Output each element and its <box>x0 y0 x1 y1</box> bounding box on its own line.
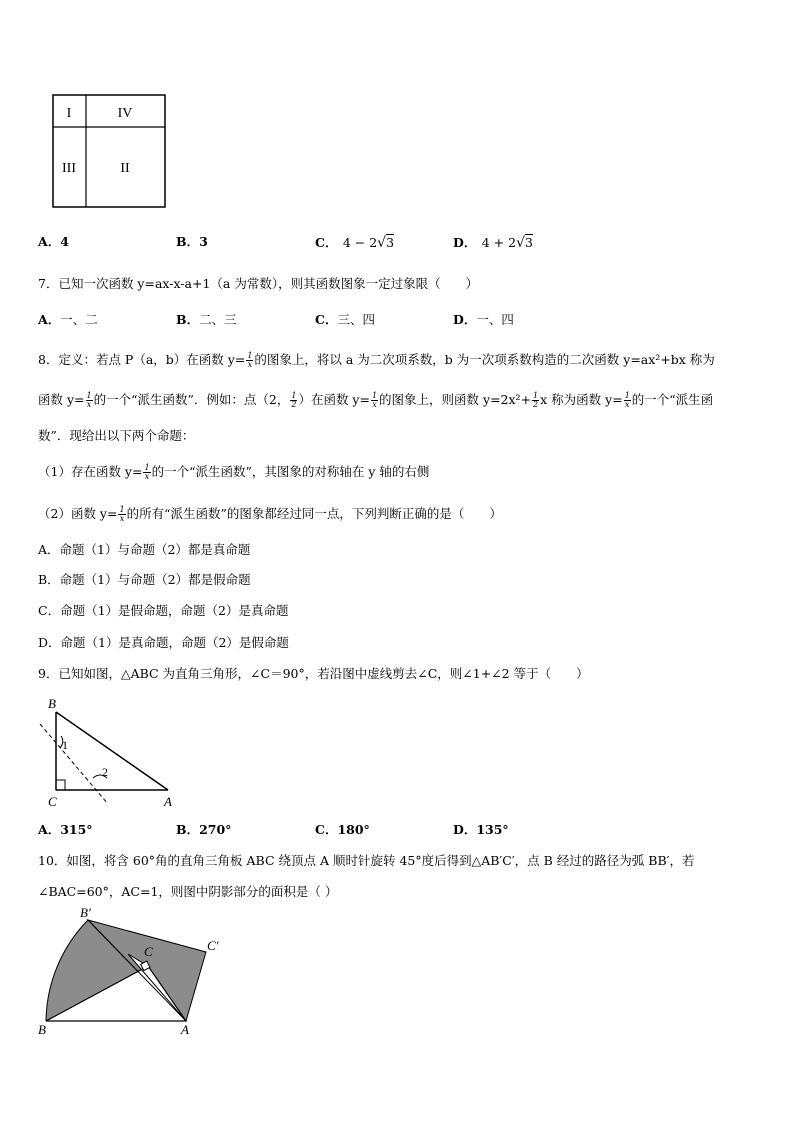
q9-option-b[interactable]: B．270° <box>176 822 232 837</box>
math-expression: 4 − 2√3 <box>342 235 395 251</box>
quadrant-table-svg <box>52 94 167 210</box>
label-C: C <box>48 794 57 809</box>
q7-option-b[interactable]: B．二、三 <box>176 312 237 327</box>
q6-option-a[interactable] <box>38 236 69 249</box>
option-letter: A． <box>38 234 61 249</box>
q9-stem: 9．已知如图，△ABC 为直角三角形，∠C＝90°，若沿图中虚线剪去∠C，则∠1+∠2 等于（ ） <box>38 666 589 681</box>
q8-proposition-1: （1）存在函数 y= $\frac{1}{x}$ 的一个“派生函数”，其图象的对称轴在 y 轴的右侧 <box>38 463 430 481</box>
cell-IV: IV <box>117 106 133 121</box>
label-angle-1: 1 <box>62 738 68 752</box>
q7-option-c[interactable]: C．三、四 <box>315 312 375 327</box>
label-C-prime: C′ <box>207 938 219 953</box>
cell-III: III <box>62 161 76 176</box>
q8-line-2: 函数 y= $\frac{1}{x}$ 的一个“派生函数”．例如：点（2， $\frac{1}{2}$ ）在函数 y= $\frac{1}{x}$ 的图象上，则函数 y=2x²+ $\frac{1}{2}$ x 称为函数 y= $\frac{1}{x}$ 的一个“派生函 <box>38 391 714 409</box>
q9-triangle-svg <box>38 694 188 810</box>
q8-line-1: 8．定义：若点 P（a，b）在函数 y= $\frac{1}{x}$ 的图象上，将以 a 为二次项系数，b 为一次项系数构造的二次函数 y=ax²+bx 称为 <box>38 351 715 369</box>
q8-option-c[interactable]: C．命题（1）是假命题，命题（2）是真命题 <box>38 603 289 618</box>
q10-line-1: 10．如图，将含 60°角的直角三角板 ABC 绕顶点 A 顺时针旋转 45°度后得到△AB′C′，点 B 经过的路径为弧 BB′，若 <box>38 853 695 868</box>
label-B: B <box>48 696 56 711</box>
label-C: C <box>144 944 153 959</box>
q8-option-b[interactable]: B．命题（1）与命题（2）都是假命题 <box>38 572 251 587</box>
option-text: 4 <box>60 234 69 249</box>
option-letter: B． <box>176 234 200 249</box>
option-text: 3 <box>199 234 208 249</box>
q6-option-d[interactable] <box>453 236 533 250</box>
q10-line-2: ∠BAC=60°，AC=1，则图中阴影部分的面积是（ ） <box>38 884 338 899</box>
q8-option-a[interactable]: A．命题（1）与命题（2）都是真命题 <box>38 542 251 557</box>
cell-II: II <box>120 161 130 176</box>
q9-option-a[interactable]: A．315° <box>38 822 93 837</box>
label-B: B <box>38 1022 46 1036</box>
label-B-prime: B′ <box>80 905 91 920</box>
label-angle-2: 2 <box>102 765 108 779</box>
q9-option-c[interactable]: C．180° <box>315 822 370 837</box>
q10-rotation-svg <box>38 904 228 1036</box>
q7-option-a[interactable]: A．一、二 <box>38 312 98 327</box>
cell-I: I <box>66 106 72 121</box>
q9-triangle-figure <box>38 694 188 813</box>
fraction-1-over-x: $\frac{1}{x}$ <box>247 351 253 369</box>
math-expression: 4 + 2√3 <box>481 235 533 251</box>
option-letter: D． <box>453 235 477 250</box>
q6-option-b[interactable] <box>176 236 208 249</box>
q10-rotation-figure <box>38 904 228 1039</box>
label-A: A <box>164 794 172 809</box>
q6-option-c[interactable] <box>315 236 394 250</box>
option-text <box>476 236 477 237</box>
fraction-1-over-2: $\frac{1}{2}$ <box>291 391 297 409</box>
option-letter: C． <box>315 235 338 250</box>
q8-option-d[interactable]: D．命题（1）是真命题，命题（2）是假命题 <box>38 635 289 650</box>
q7-option-d[interactable]: D．一、四 <box>453 312 514 327</box>
q9-option-d[interactable]: D．135° <box>453 822 509 837</box>
quadrant-table-figure <box>52 94 167 213</box>
label-A: A <box>181 1022 189 1036</box>
q7-stem: 7．已知一次函数 y=ax-x-a+1（a 为常数），则其函数图象一定过象限（ ） <box>38 276 479 291</box>
option-text <box>337 236 338 237</box>
q8-line-3: 数”．现给出以下两个命题： <box>38 428 195 443</box>
q8-proposition-2: （2）函数 y= $\frac{1}{x}$ 的所有“派生函数”的图象都经过同一点，下列判断正确的是（ ） <box>38 505 502 523</box>
